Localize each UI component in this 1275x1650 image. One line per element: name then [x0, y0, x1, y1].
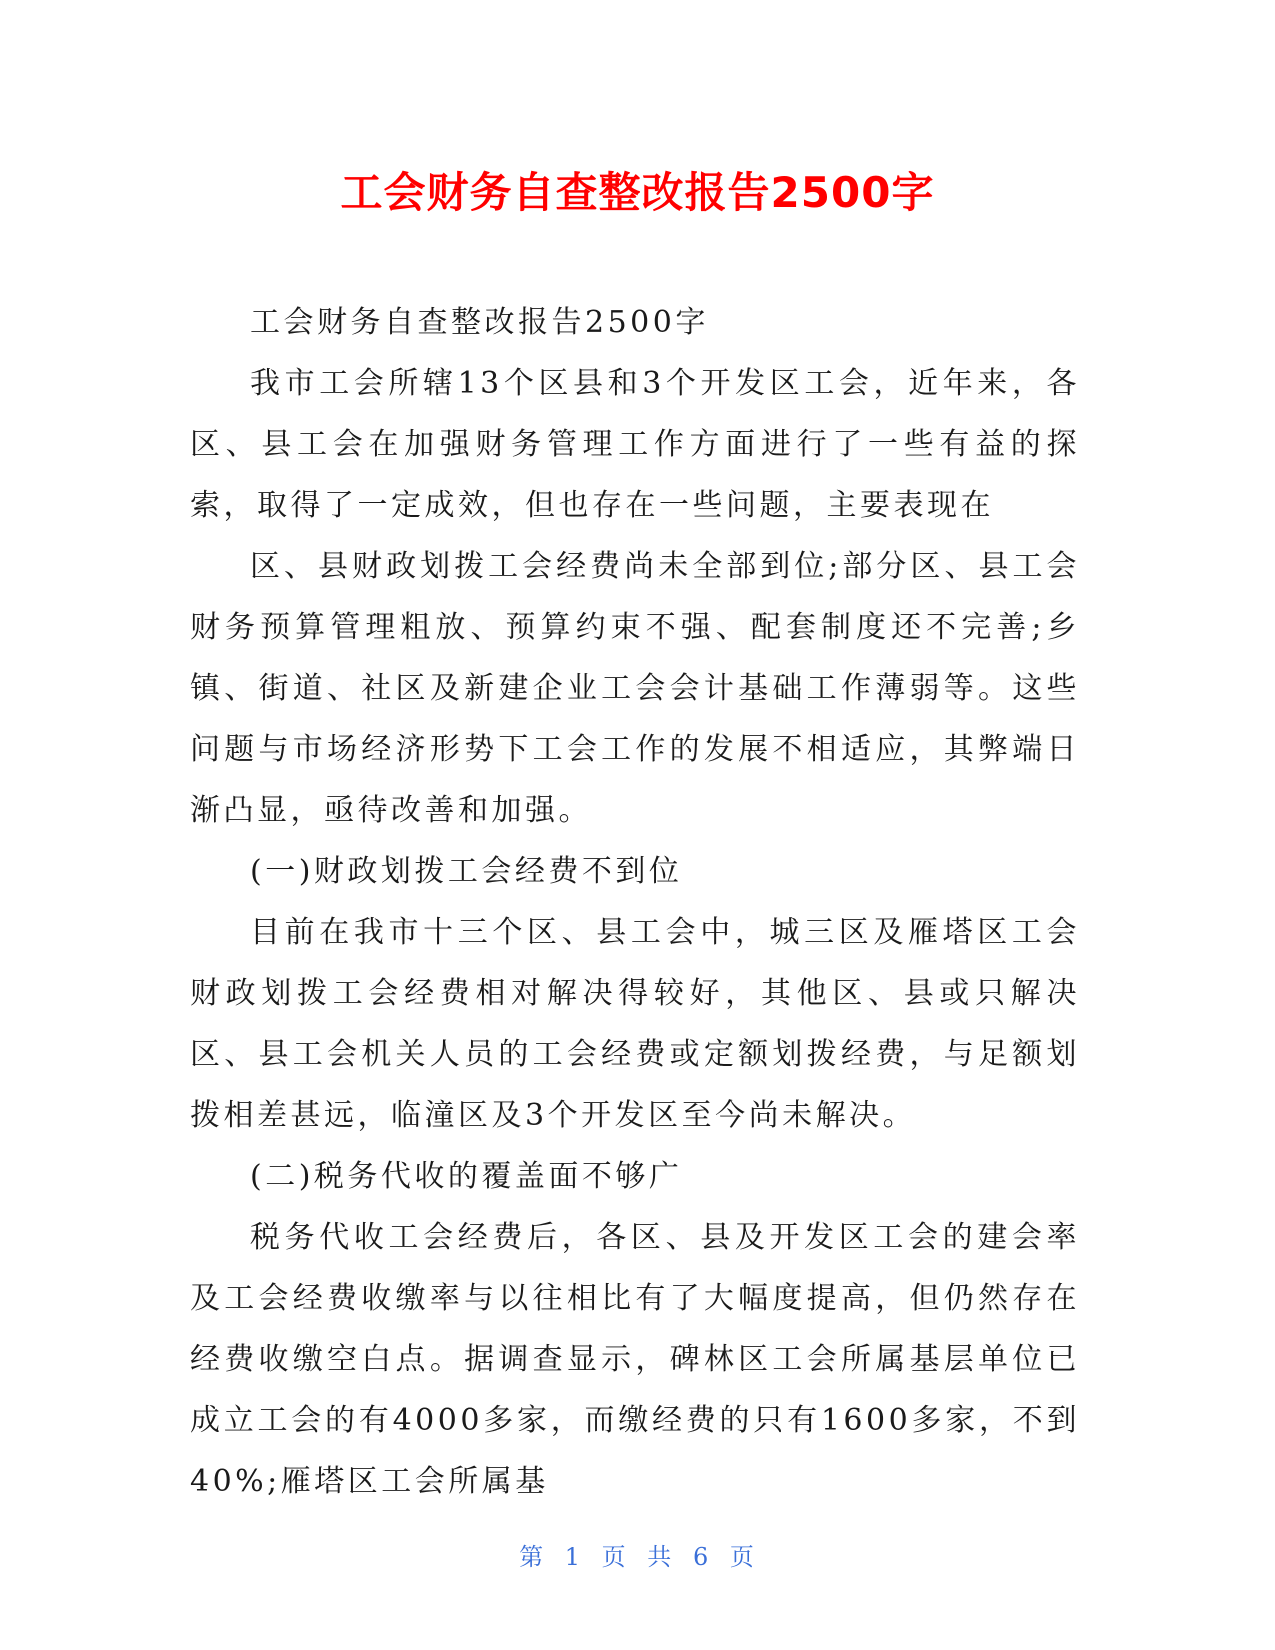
section-heading: (一)财政划拨工会经费不到位 — [250, 854, 683, 889]
paragraph: 工会财务自查整改报告2500字 — [250, 305, 709, 340]
section-heading: (二)税务代收的覆盖面不够广 — [250, 1159, 683, 1194]
paragraph: 我市工会所辖13个区县和3个开发区工会，近年来，各区、县工会在加强财务管理工作方面进行了一些有益的探索，取得了一定成效，但也存在一些问题，主要表现在 — [190, 366, 1080, 523]
paragraph: 税务代收工会经费后，各区、县及开发区工会的建会率及工会经费收缴率与以往相比有了大幅度提高，但仍然存在经费收缴空白点。据调查显示，碑林区工会所属基层单位已成立工会的有4000多家，而缴经费的只有1600多家，不到40%;雁塔区工会所属基 — [190, 1220, 1080, 1499]
page-number-footer: 第 1 页 共 6 页 — [519, 1543, 756, 1571]
paragraph: 区、县财政划拨工会经费尚未全部到位;部分区、县工会财务预算管理粗放、预算约束不强、配套制度还不完善;乡镇、街道、社区及新建企业工会会计基础工作薄弱等。这些问题与市场经济形势下工会工作的发展不相适应，其弊端日渐凸显，亟待改善和加强。 — [190, 549, 1080, 828]
document-title: 工会财务自查整改报告2500字 — [340, 168, 935, 217]
paragraph: 目前在我市十三个区、县工会中，城三区及雁塔区工会财政划拨工会经费相对解决得较好，其他区、县或只解决区、县工会机关人员的工会经费或定额划拨经费，与足额划拨相差甚远，临潼区及3个开发区至今尚未解决。 — [190, 915, 1080, 1133]
document-body — [190, 292, 1080, 1512]
